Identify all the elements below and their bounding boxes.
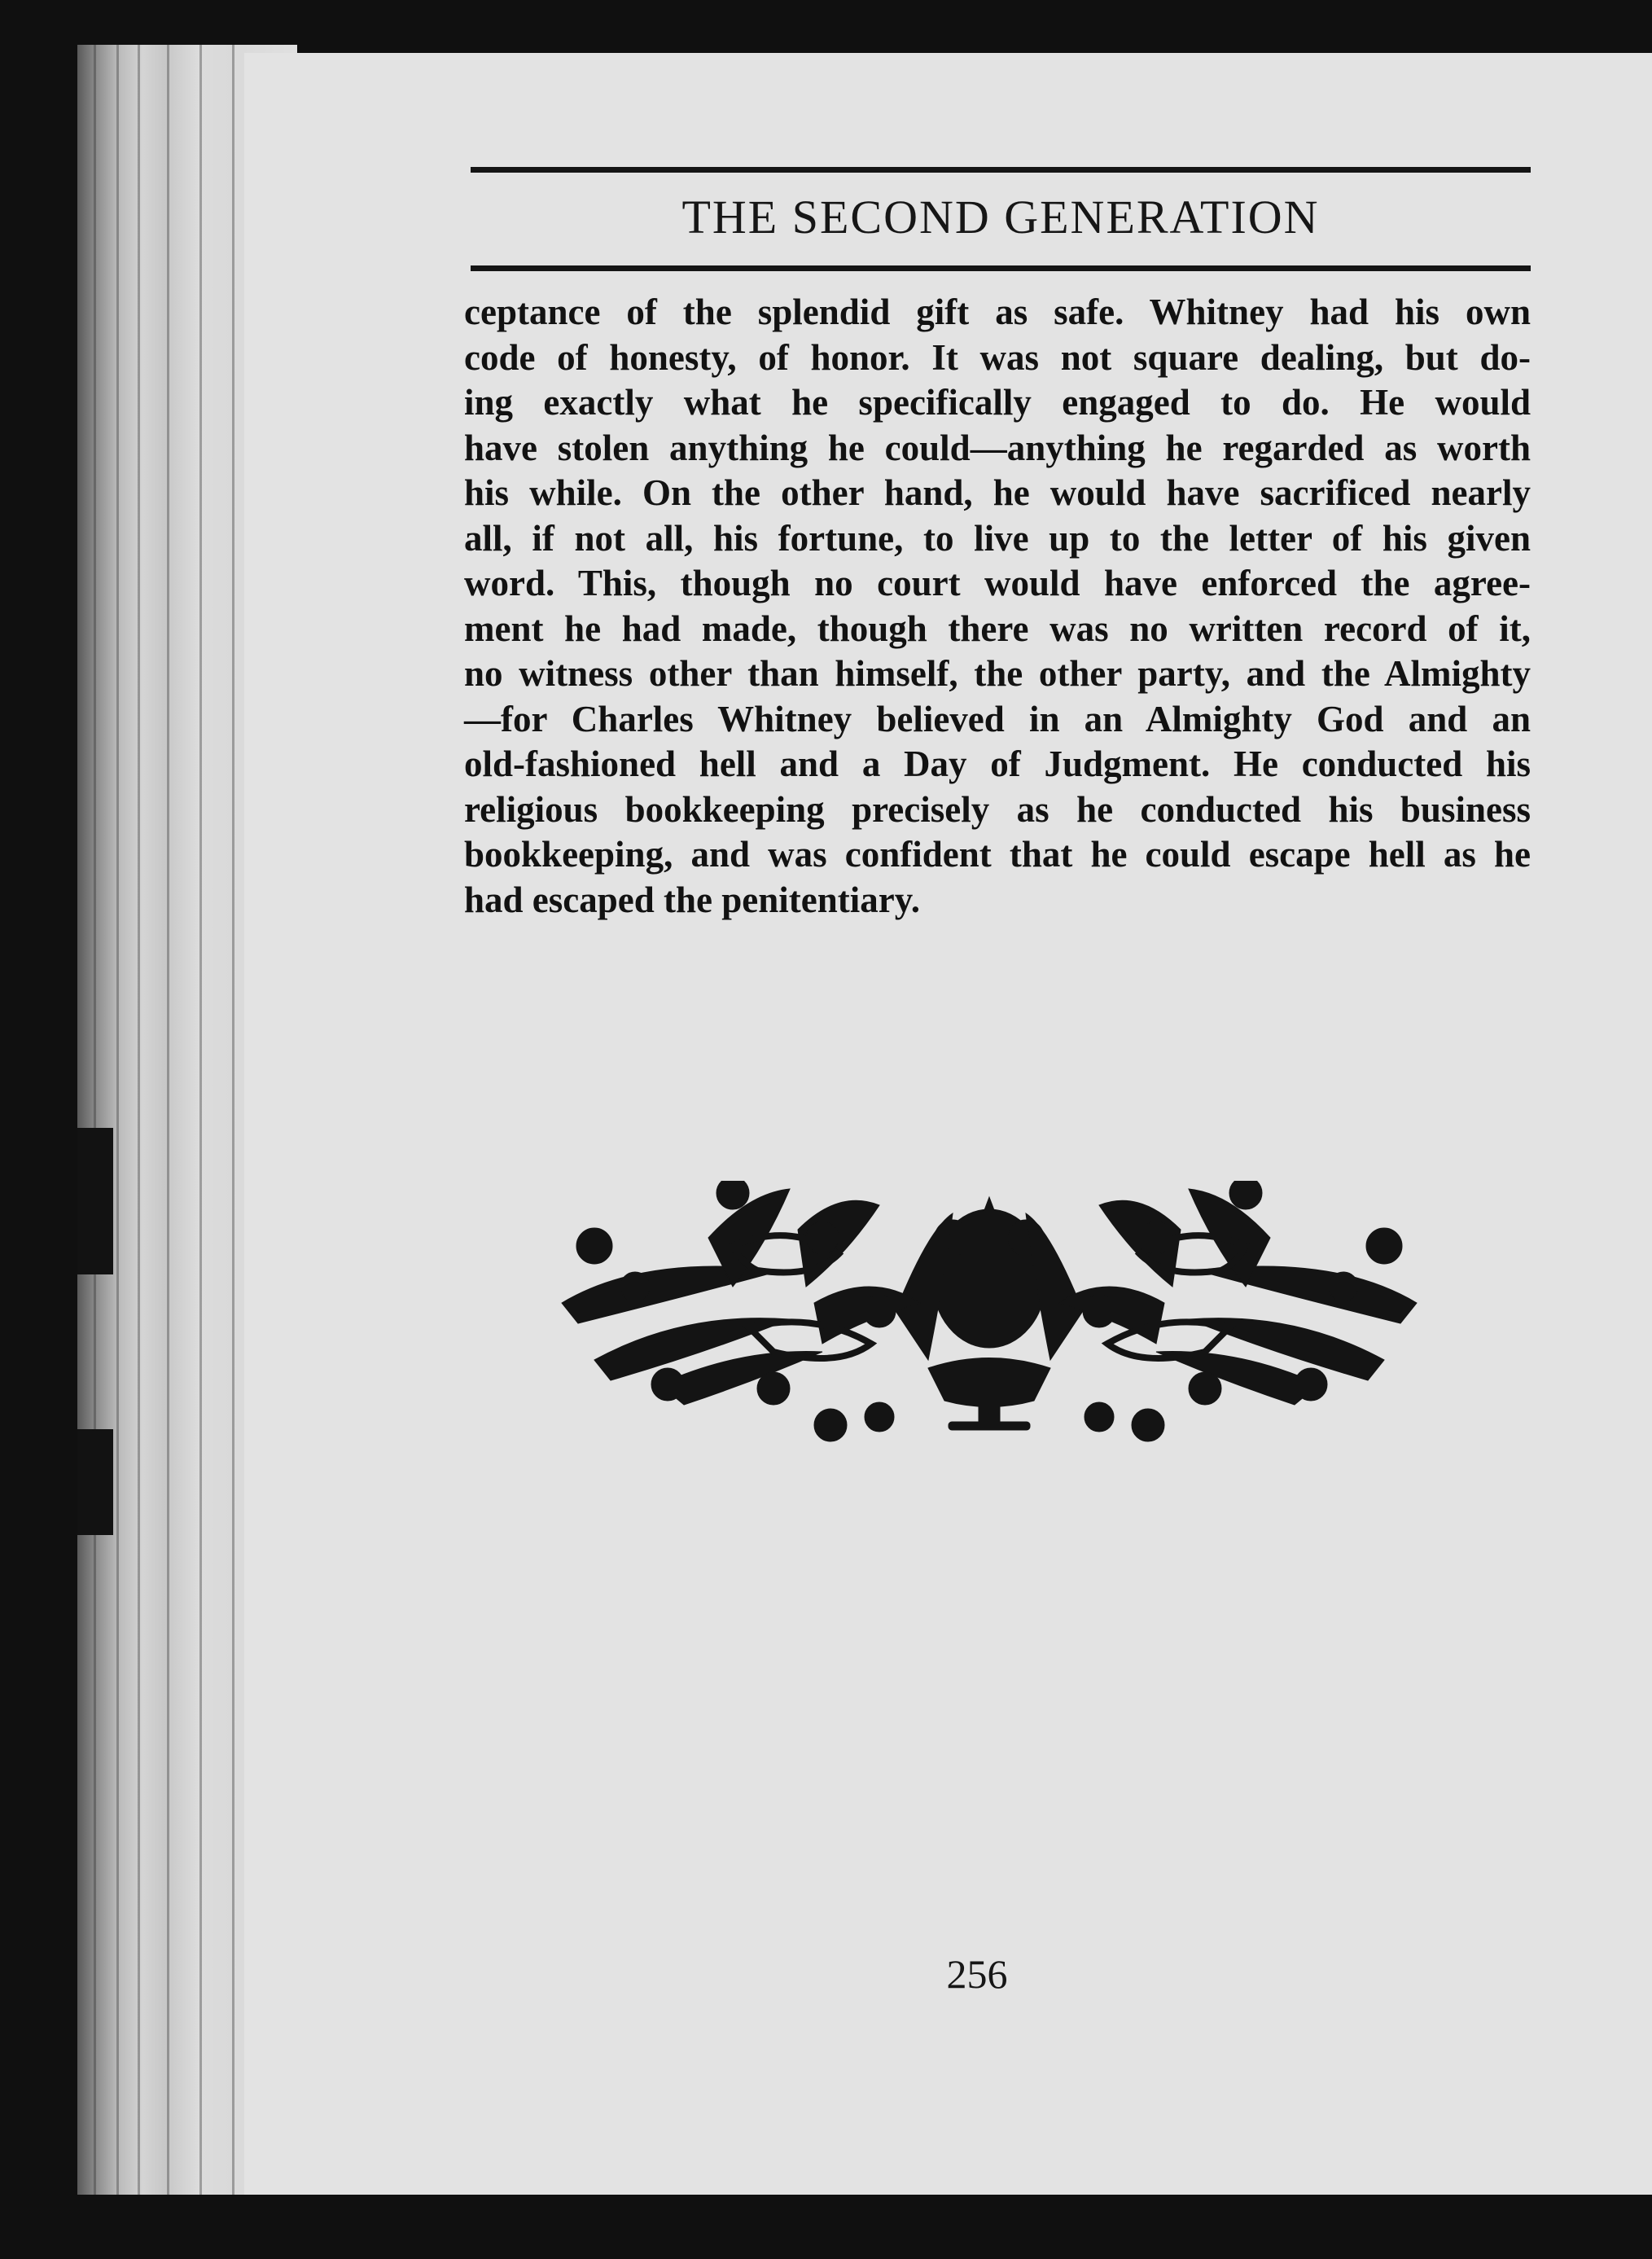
text-line: old-fashioned hell and a Day of Judgment. He conducted his xyxy=(464,743,1531,784)
text-line: ment he had made, though there was no written record of it, xyxy=(464,608,1531,649)
header-rule-top xyxy=(471,167,1531,173)
page-number: 256 xyxy=(946,1951,1008,1997)
text-line: —for Charles Whitney believed in an Almighty God and an xyxy=(464,698,1531,739)
text-line: his while. On the other hand, he would have sacrificed nearly xyxy=(464,472,1531,513)
text-line: ceptance of the splendid gift as safe. Whitney had his own xyxy=(464,292,1531,332)
body-paragraph xyxy=(464,290,1531,923)
running-head: THE SECOND GENERATION xyxy=(681,191,1320,243)
text-line: no witness other than himself, the other party, and the Almighty xyxy=(464,653,1531,694)
text-line: bookkeeping, and was confident that he could escape hell as he xyxy=(464,834,1531,875)
text-line: have stolen anything he could—anything he regarded as worth xyxy=(464,427,1531,468)
text-line: all, if not all, his fortune, to live up to the letter of his given xyxy=(464,517,1531,559)
text-line: religious bookkeeping precisely as he conducted his business xyxy=(464,788,1531,830)
text-line: word. This, though no court would have enforced the agree- xyxy=(464,563,1531,603)
text-line: had escaped the penitentiary. xyxy=(464,879,921,920)
text-line: ing exactly what he specifically engaged to do. He would xyxy=(464,382,1531,423)
text-line: code of honesty, of honor. It was not square dealing, but do- xyxy=(464,336,1531,378)
floral-urn-ornament-icon xyxy=(546,1181,1433,1466)
header-rule-bottom xyxy=(471,265,1531,271)
